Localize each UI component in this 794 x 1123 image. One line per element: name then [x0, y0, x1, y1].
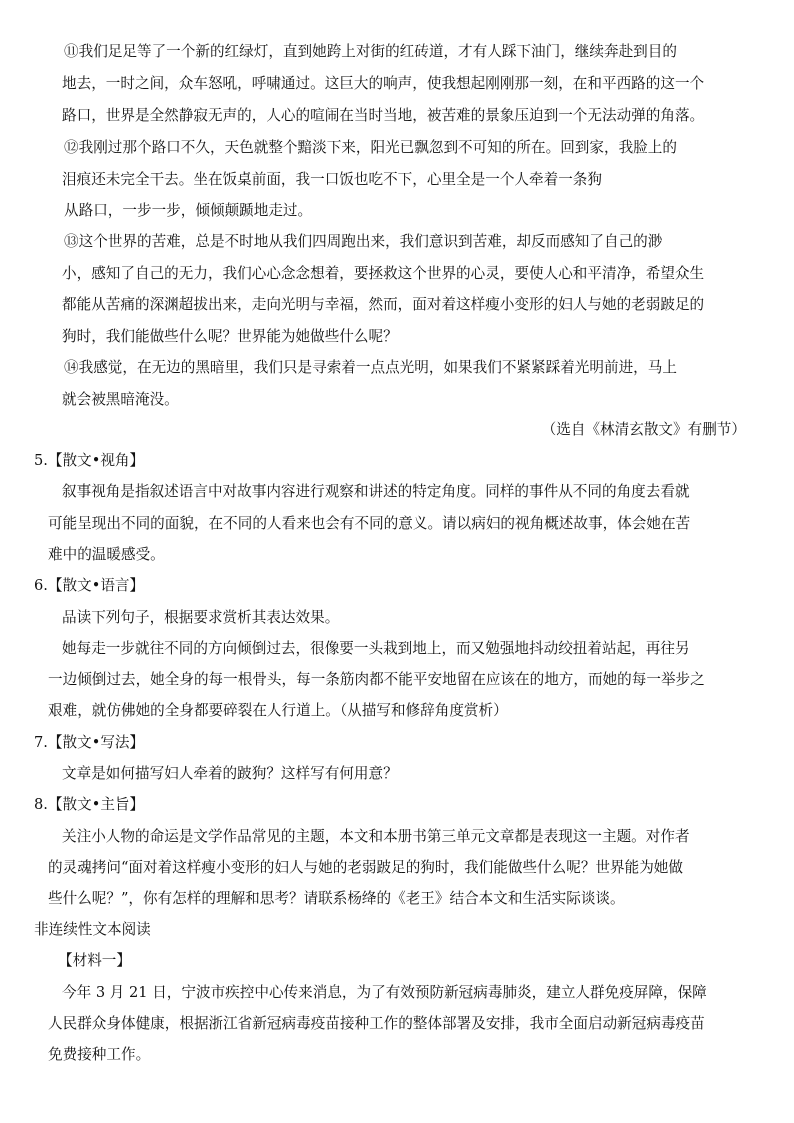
- material-1-line-3: 免费接种工作。: [48, 1046, 151, 1063]
- p14-line-2: 就会被黑暗淹没。: [62, 391, 179, 408]
- q7-line-1: 文章是如何描写妇人牵着的跛狗？这样写有何用意？: [62, 765, 398, 782]
- p11-line-1: ⑪我们足足等了一个新的红绿灯，直到她跨上对街的红砖道，才有人踩下油门，继续奔赴到目的: [64, 43, 677, 60]
- q5-title: 5.【散文•视角】: [34, 452, 145, 469]
- p11-line-2: 地去，一时之间，众车怒吼，呼啸通过。这巨大的响声，使我想起刚刚那一刻，在和平西路的这一个: [62, 75, 705, 92]
- q5-line-3: 难中的温暖感受。: [48, 546, 165, 563]
- q6-title: 6.【散文•语言】: [34, 577, 145, 594]
- p14-line-1: ⑭我感觉，在无边的黑暗里，我们只是寻索着一点点光明，如果我们不紧紧踩着光明前进，马上: [64, 359, 677, 376]
- q8-line-1: 关注小人物的命运是文学作品常见的主题，本文和本册书第三单元文章都是表现这一主题。对作者: [62, 828, 690, 845]
- p13-line-3: 都能从苦痛的深渊超拔出来，走向光明与幸福，然而，面对着这样瘦小变形的妇人与她的老弱跛足的: [62, 296, 705, 313]
- p12-line-1: ⑫我刚过那个路口不久，天色就整个黯淡下来，阳光已飘忽到不可知的所在。回到家，我脸上的: [64, 139, 677, 156]
- q6-line-2: 她每走一步就往不同的方向倾倒过去，很像要一头栽到地上，而又勉强地抖动绞扭着站起，再往另: [62, 640, 690, 657]
- q6-line-1: 品读下列句子，根据要求赏析其表达效果。: [62, 609, 340, 626]
- q6-line-4: 艰难，就仿佛她的全身都要碎裂在人行道上。（从描写和修辞角度赏析）: [48, 702, 508, 719]
- p13-line-2: 小，感知了自己的无力，我们心心念念想着，要拯救这个世界的心灵，要使人心和平清净，希望众生: [62, 265, 705, 282]
- q7-title: 7.【散文•写法】: [34, 734, 145, 751]
- section-heading: 非连续性文本阅读: [34, 921, 151, 938]
- q8-title: 8.【散文•主旨】: [34, 796, 145, 813]
- p11-line-3: 路口，世界是全然静寂无声的，人心的喧闹在当时当地，被苦难的景象压迫到一个无法动弹的角落。: [62, 107, 705, 124]
- q8-line-2: 的灵魂拷问“面对着这样瘦小变形的妇人与她的老弱跛足的狗时，我们能做些什么呢？世界能为她做: [48, 859, 683, 876]
- source-citation: （选自《林清玄散文》有删节）: [541, 421, 746, 438]
- q8-line-3: 些什么呢？”，你有怎样的理解和思考？请联系杨绛的《老王》结合本文和生活实际谈谈。: [48, 890, 625, 907]
- p12-line-3: 从路口，一步一步，倾倾颠踬地走过。: [64, 202, 313, 219]
- q5-line-1: 叙事视角是指叙述语言中对故事内容进行观察和讲述的特定角度。同样的事件从不同的角度去看就: [62, 483, 690, 500]
- material-1-title: 【材料一】: [58, 952, 131, 969]
- q6-line-3: 一边倾倒过去，她全身的每一根骨头，每一条筋肉都不能平安地留在应该在的地方，而她的每一举步之: [48, 671, 705, 688]
- material-1-line-2: 人民群众身体健康，根据浙江省新冠病毒疫苗接种工作的整体部署及安排，我市全面启动新冠病毒疫苗: [48, 1015, 705, 1032]
- p13-line-4: 狗时，我们能做些什么呢？世界能为她做些什么呢？: [62, 328, 398, 345]
- p12-line-2: 泪痕还未完全干去。坐在饭桌前面，我一口饭也吃不下，心里全是一个人牵着一条狗: [62, 171, 602, 188]
- material-1-line-1: 今年 3 月 21 日，宁波市疾控中心传来消息，为了有效预防新冠病毒肺炎，建立人群免疫屏障，保障: [62, 984, 707, 1001]
- p13-line-1: ⑬这个世界的苦难，总是不时地从我们四周跑出来，我们意识到苦难，却反而感知了自己的渺: [64, 233, 663, 250]
- q5-line-2: 可能呈现出不同的面貌，在不同的人看来也会有不同的意义。请以病妇的视角概述故事，体会她在苦: [48, 515, 691, 532]
